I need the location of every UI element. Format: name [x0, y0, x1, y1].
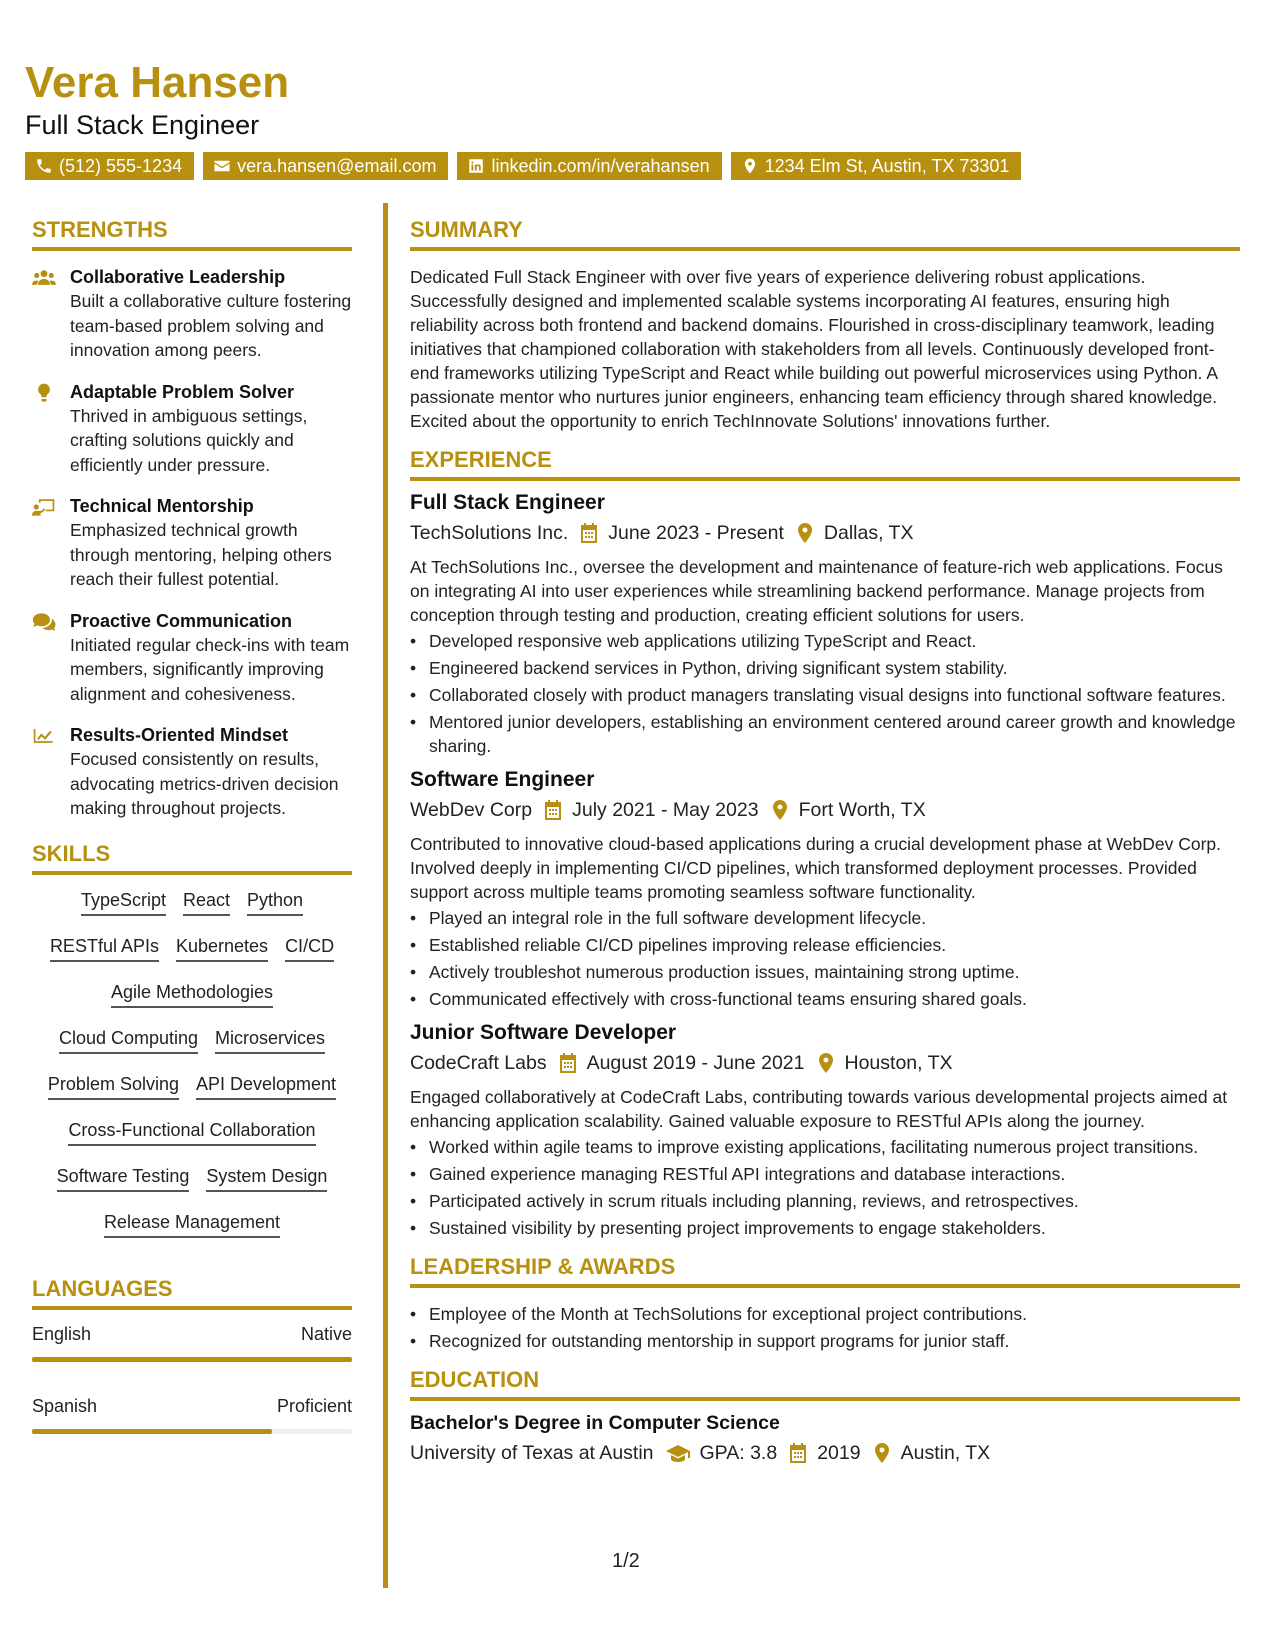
bullet-item: • Actively troubleshot numerous production issues, maintaining strong uptime. — [410, 960, 1240, 984]
map-marker-icon — [771, 800, 789, 820]
lightbulb-icon — [32, 382, 56, 404]
language-bar — [32, 1429, 352, 1434]
award-item: • Recognized for outstanding mentorship in support programs for junior staff. — [410, 1329, 1240, 1353]
language-bar-fill — [32, 1357, 352, 1362]
job-location: Houston, TX — [844, 1052, 953, 1074]
degree-title: Bachelor's Degree in Computer Science — [410, 1412, 780, 1434]
skill-tag: Cloud Computing — [59, 1027, 198, 1054]
contact-phone[interactable] — [25, 152, 194, 180]
email-text: vera.hansen@email.com — [237, 156, 437, 176]
phone-icon — [35, 157, 53, 175]
calendar-icon — [559, 1053, 577, 1073]
strength-title: Results-Oriented Mindset — [70, 725, 289, 745]
language-name: English — [32, 1323, 92, 1344]
skill-tag: CI/CD — [285, 935, 334, 962]
job-title: Junior Software Developer — [410, 1021, 677, 1044]
language-bar-fill — [32, 1429, 272, 1434]
map-marker-icon — [873, 1443, 891, 1463]
skill-tag: Python — [247, 889, 303, 916]
bullet-item: • Engineered backend services in Python, driving significant system stability. — [410, 656, 1240, 680]
education-entry — [410, 1409, 1240, 1467]
chart-line-icon — [32, 725, 56, 747]
strength-item — [32, 265, 352, 363]
right-column — [410, 217, 1240, 1475]
skill-tag: System Design — [206, 1165, 327, 1192]
skill-tag: Problem Solving — [48, 1073, 179, 1100]
bullet-item: • Communicated effectively with cross-functional teams ensuring shared goals. — [410, 987, 1240, 1011]
job-location: Dallas, TX — [823, 522, 914, 544]
strengths-heading: STRENGTHS — [32, 217, 352, 251]
education-heading: EDUCATION — [410, 1367, 1240, 1401]
linkedin-text: linkedin.com/in/verahansen — [491, 156, 710, 176]
language-item — [32, 1396, 352, 1434]
skill-tag: Release Management — [104, 1211, 280, 1238]
job-title: Full Stack Engineer — [410, 491, 605, 514]
strength-title: Proactive Communication — [70, 610, 293, 631]
strength-desc: Built a collaborative culture fostering team-based problem solving and innovation among peers. — [70, 291, 352, 360]
contact-address — [731, 152, 1022, 180]
awards-heading: LEADERSHIP & AWARDS — [410, 1254, 1240, 1288]
job-company: TechSolutions Inc. — [410, 522, 569, 544]
skills-list — [32, 889, 352, 1238]
bullet-item: • Mentored junior developers, establishing an environment centered around career growth and knowledge sharing. — [410, 710, 1240, 758]
map-marker-icon — [817, 1053, 835, 1073]
strength-desc: Initiated regular check-ins with team members, significantly improving alignment and cohesiveness. — [70, 634, 350, 704]
gpa: GPA: 3.8 — [699, 1442, 778, 1464]
school-name: University of Texas at Austin — [410, 1442, 654, 1464]
job-dates: June 2023 - Present — [608, 522, 784, 544]
job-company: WebDev Corp — [410, 799, 533, 821]
job-dates: July 2021 - May 2023 — [572, 799, 759, 821]
job-description: Engaged collaboratively at CodeCraft Labs, contributing towards various developmental projects aimed at enhancing application scalability. Gained valuable exposure to RESTful APIs along the journey. — [410, 1087, 1228, 1131]
strength-desc: Emphasized technical growth through mentoring, helping others reach their fullest potential. — [70, 520, 332, 589]
header — [25, 60, 289, 141]
job-dates: August 2019 - June 2021 — [586, 1052, 805, 1074]
job-bullets — [410, 629, 1240, 758]
bullet-item: • Played an integral role in the full software development lifecycle. — [410, 906, 1240, 930]
strength-desc: Thrived in ambiguous settings, crafting solutions quickly and efficiently under pressure. — [70, 405, 308, 475]
contact-linkedin[interactable] — [457, 152, 721, 180]
contact-email[interactable] — [203, 152, 448, 180]
bullet-item: • Participated actively in scrum rituals including planning, reviews, and retrospectives. — [410, 1189, 1240, 1213]
job-entry — [410, 766, 1240, 1011]
job-entry — [410, 489, 1240, 758]
skill-tag: TypeScript — [81, 889, 166, 916]
award-item: • Employee of the Month at TechSolutions for exceptional project contributions. — [410, 1302, 1240, 1326]
job-entry — [410, 1019, 1240, 1240]
job-location: Fort Worth, TX — [798, 799, 926, 821]
education-location: Austin, TX — [900, 1442, 991, 1464]
comments-icon — [32, 611, 56, 633]
skill-tag: Microservices — [215, 1027, 325, 1054]
strength-item — [32, 494, 352, 592]
skills-heading: SKILLS — [32, 841, 352, 875]
graduation-year: 2019 — [817, 1442, 861, 1464]
candidate-title: Full Stack Engineer — [25, 110, 260, 141]
language-bar — [32, 1357, 352, 1362]
left-column — [32, 217, 352, 1468]
chalkboard-teacher-icon — [32, 496, 56, 518]
calendar-icon — [789, 1443, 807, 1463]
bullet-item: • Established reliable CI/CD pipelines improving release efficiencies. — [410, 933, 1240, 957]
users-icon — [32, 267, 56, 289]
address-text: 1234 Elm St, Austin, TX 73301 — [764, 156, 1010, 176]
linkedin-icon — [467, 157, 485, 175]
job-bullets — [410, 906, 1240, 1011]
experience-heading: EXPERIENCE — [410, 447, 1240, 481]
map-marker-icon — [796, 523, 814, 543]
column-divider — [383, 203, 388, 1588]
skill-tag: React — [183, 889, 230, 916]
bullet-item: • Collaborated closely with product managers translating visual designs into functional software features. — [410, 683, 1240, 707]
language-item — [32, 1324, 352, 1362]
phone-text: (512) 555-1234 — [59, 156, 183, 176]
contact-bar — [25, 152, 1021, 180]
job-description: At TechSolutions Inc., oversee the development and maintenance of feature-rich web applications. Focus on integrating AI into user experiences while streamlining backend performance. Manage projects from conception through testing and production, creating efficient solutions for users. — [410, 557, 1223, 625]
page-number: 1/2 — [612, 1550, 640, 1572]
languages-heading: LANGUAGES — [32, 1276, 352, 1310]
job-company: CodeCraft Labs — [410, 1052, 547, 1074]
awards-list — [410, 1302, 1240, 1353]
summary-heading: SUMMARY — [410, 217, 1240, 251]
envelope-icon — [213, 157, 231, 175]
language-level: Proficient — [276, 1395, 352, 1416]
calendar-icon — [580, 523, 598, 543]
job-description: Contributed to innovative cloud-based applications during a crucial development phase at WebDev Corp. Involved deeply in implementing CI/CD pipelines, which transformed deployment processes. Provided support across multiple teams promoting seamless software functionality. — [410, 834, 1221, 902]
job-bullets — [410, 1135, 1240, 1240]
candidate-name: Vera Hansen — [25, 58, 290, 107]
strength-item — [32, 723, 352, 821]
skill-tag: Cross-Functional Collaboration — [68, 1119, 315, 1146]
calendar-icon — [544, 800, 562, 820]
skill-tag: Software Testing — [57, 1165, 190, 1192]
strength-title: Technical Mentorship — [70, 496, 254, 516]
map-marker-icon — [741, 157, 759, 175]
skill-tag: Agile Methodologies — [111, 981, 273, 1008]
language-name: Spanish — [32, 1395, 98, 1416]
language-level: Native — [300, 1323, 352, 1344]
bullet-item: • Worked within agile teams to improve existing applications, facilitating numerous project transitions. — [410, 1135, 1240, 1159]
strength-title: Collaborative Leadership — [70, 267, 286, 287]
strength-item — [32, 380, 352, 478]
graduation-cap-icon — [666, 1443, 690, 1463]
skill-tag: Kubernetes — [176, 935, 268, 962]
strength-item — [32, 609, 352, 707]
bullet-item: • Sustained visibility by presenting project improvements to engage stakeholders. — [410, 1216, 1240, 1240]
strength-desc: Focused consistently on results, advocating metrics-driven decision making throughout projects. — [70, 749, 339, 818]
summary-text: Dedicated Full Stack Engineer with over five years of experience delivering robust applications. Successfully designed and implemented scalable systems incorporating AI features, ensuring high reliability across both frontend and backend domains. Flourished in cross-disciplinary teamwork, leading initiatives that championed collaboration with stakeholders from all levels. Continuously developed front-end frameworks utilizing TypeScript and React while building out powerful microservices using Python. A passionate mentor who nurtures junior engineers, enhancing team efficiency through shared knowledge. Excited about the opportunity to enrich TechInnovate Solutions' innovations further. — [410, 267, 1218, 431]
bullet-item: • Gained experience managing RESTful API integrations and database interactions. — [410, 1162, 1240, 1186]
skill-tag: RESTful APIs — [50, 935, 159, 962]
skill-tag: API Development — [196, 1073, 336, 1100]
strength-title: Adaptable Problem Solver — [70, 381, 295, 402]
job-title: Software Engineer — [410, 768, 595, 791]
bullet-item: • Developed responsive web applications utilizing TypeScript and React. — [410, 629, 1240, 653]
